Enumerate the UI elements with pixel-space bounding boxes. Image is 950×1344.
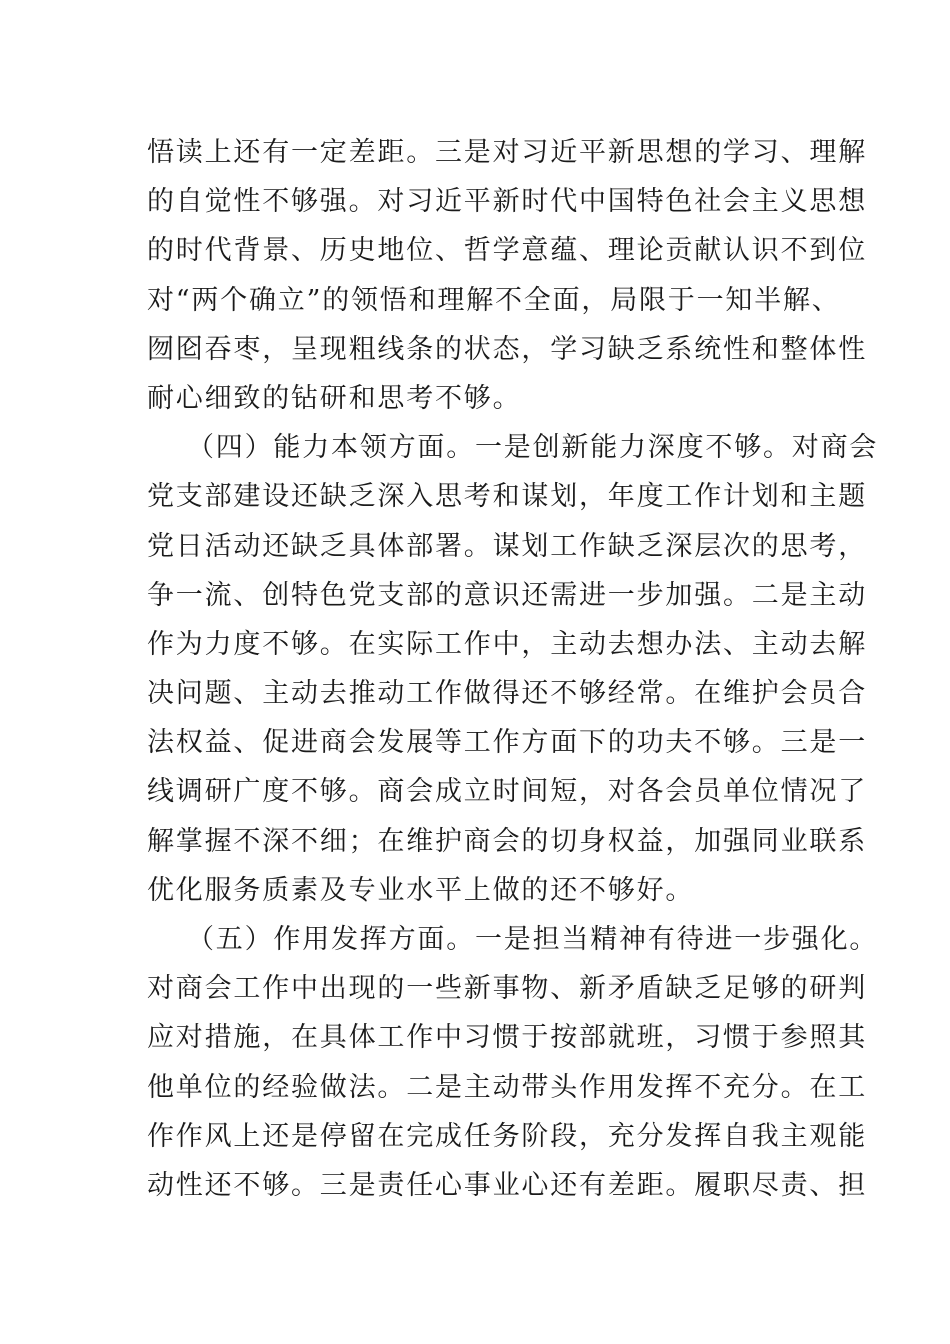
text-line: 党支部建设还缺乏深入思考和谋划，年度工作计划和主题 [147,481,867,513]
text-line: 囫囵吞枣，呈现粗线条的状态，学习缺乏系统性和整体性 [147,333,867,365]
text-line: 的自觉性不够强。对习近平新时代中国特色社会主义思想 [147,186,867,218]
text-line: 对“两个确立”的领悟和理解不全面，局限于一知半解、 [147,284,841,316]
text-line: 他单位的经验做法。二是主动带头作用发挥不充分。在工 [147,1071,867,1103]
text-line: 作为力度不够。在实际工作中，主动去想办法、主动去解 [147,628,867,660]
text-line: 作作风上还是停留在完成任务阶段，充分发挥自我主观能 [147,1120,867,1152]
body-text [147,128,879,1210]
text-line: 对商会工作中出现的一些新事物、新矛盾缺乏足够的研判 [147,973,867,1005]
text-line: 应对措施，在具体工作中习惯于按部就班，习惯于参照其 [147,1022,867,1054]
text-line: 的时代背景、历史地位、哲学意蕴、理论贡献认识不到位 [147,235,867,267]
text-line: 决问题、主动去推动工作做得还不够经常。在维护会员合 [147,678,867,710]
text-line: 争一流、创特色党支部的意识还需进一步加强。二是主动 [147,579,867,611]
section-heading-line: （五）作用发挥方面。一是担当精神有待进一步强化。 [187,924,879,955]
text-line: 动性还不够。三是责任心事业心还有差距。履职尽责、担 [147,1169,867,1201]
text-line: 耐心细致的钻研和思考不够。 [147,382,522,414]
text-line: 悟读上还有一定差距。三是对习近平新思想的学习、理解 [147,137,867,168]
text-line: 党日活动还缺乏具体部署。谋划工作缺乏深层次的思考， [147,530,867,562]
text-line: 线调研广度不够。商会成立时间短，对各会员单位情况了 [147,776,867,808]
text-line: 优化服务质素及专业水平上做的还不够好。 [147,874,695,906]
text-line: 法权益、促进商会发展等工作方面下的功夫不够。三是一 [147,727,867,759]
section-heading-line: （四）能力本领方面。一是创新能力深度不够。对商会 [187,432,879,464]
text-line: 解掌握不深不细；在维护商会的切身权益，加强同业联系 [147,825,867,857]
